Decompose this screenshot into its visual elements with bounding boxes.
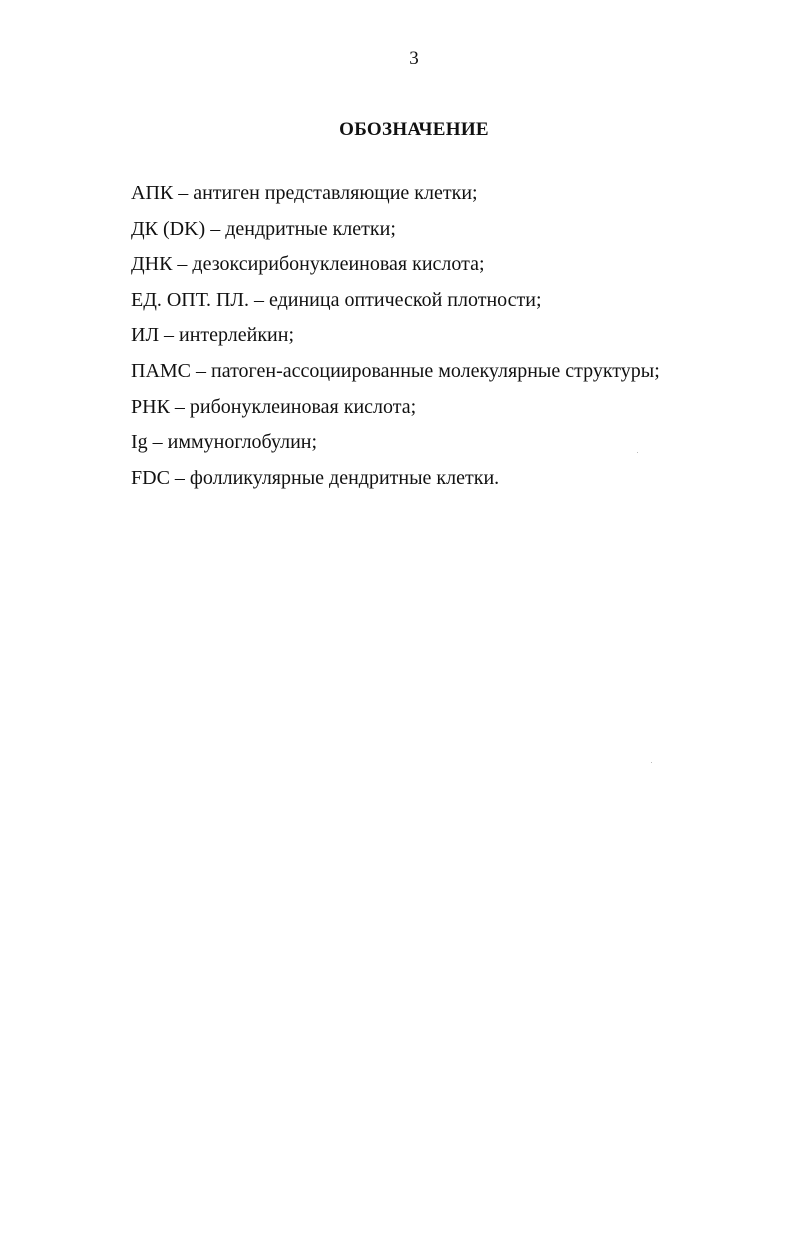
- abbreviation-item-il: ИЛ – интерлейкин;: [131, 324, 295, 347]
- abbreviation-item-ig: Ig – иммуноглобулин;: [131, 431, 318, 454]
- scan-speck: [637, 452, 638, 453]
- scan-speck: [651, 762, 652, 763]
- abbreviation-item-apk: АПК – антиген представляющие клетки;: [131, 182, 478, 204]
- abbreviation-item-rnk: РНК – рибонуклеиновая кислота;: [131, 395, 417, 418]
- abbreviation-item-fdc: FDC – фолликулярные дендритные клетки.: [131, 466, 500, 489]
- abbreviation-item-dnk: ДНК – дезоксирибонуклеиновая кислота;: [131, 253, 485, 276]
- abbreviation-item-pams: ПАМС – патоген-ассоциированные молекулярные структуры;: [131, 359, 660, 382]
- abbreviation-item-ed-opt-pl: ЕД. ОПТ. ПЛ. – единица оптической плотности;: [131, 288, 542, 311]
- page-number: 3: [409, 48, 419, 69]
- abbreviation-list: [131, 180, 660, 500]
- section-heading: ОБОЗНАЧЕНИЕ: [339, 119, 489, 140]
- abbreviation-item-dk: ДК (DK) – дендритные клетки;: [131, 217, 396, 240]
